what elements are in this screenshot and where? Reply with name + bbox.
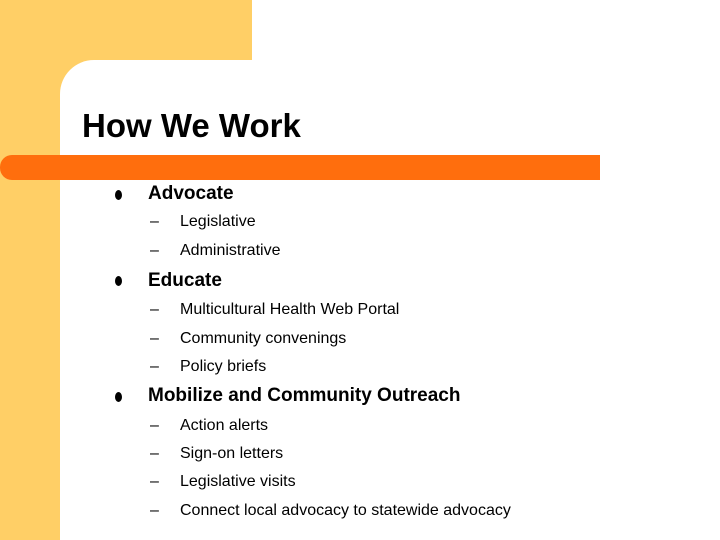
dash-icon: –: [150, 417, 159, 434]
list-item: Community convenings: [180, 330, 347, 347]
section-heading-educate: Educate: [148, 270, 222, 291]
dash-icon: –: [150, 445, 159, 462]
dash-icon: –: [150, 502, 159, 519]
list-item: Connect local advocacy to statewide advocacy: [180, 502, 511, 519]
list-item: Legislative visits: [180, 473, 296, 490]
section-heading-advocate: Advocate: [148, 183, 234, 204]
dash-icon: –: [150, 301, 159, 318]
bullet-icon: [115, 392, 122, 402]
dash-icon: –: [150, 473, 159, 490]
section-heading-mobilize: Mobilize and Community Outreach: [148, 385, 461, 406]
title-underline-bar: [0, 155, 600, 180]
dash-icon: –: [150, 213, 159, 230]
list-item: Sign-on letters: [180, 445, 284, 462]
list-item: Administrative: [180, 242, 281, 259]
dash-icon: –: [150, 358, 159, 375]
list-item: Action alerts: [180, 417, 269, 434]
dash-icon: –: [150, 242, 159, 259]
bullet-icon: [115, 190, 122, 200]
list-item: Policy briefs: [180, 358, 267, 375]
dash-icon: –: [150, 330, 159, 347]
bullet-icon: [115, 276, 122, 286]
list-item: Multicultural Health Web Portal: [180, 301, 400, 318]
slide-title: How We Work: [82, 107, 301, 144]
list-item: Legislative: [180, 213, 256, 230]
